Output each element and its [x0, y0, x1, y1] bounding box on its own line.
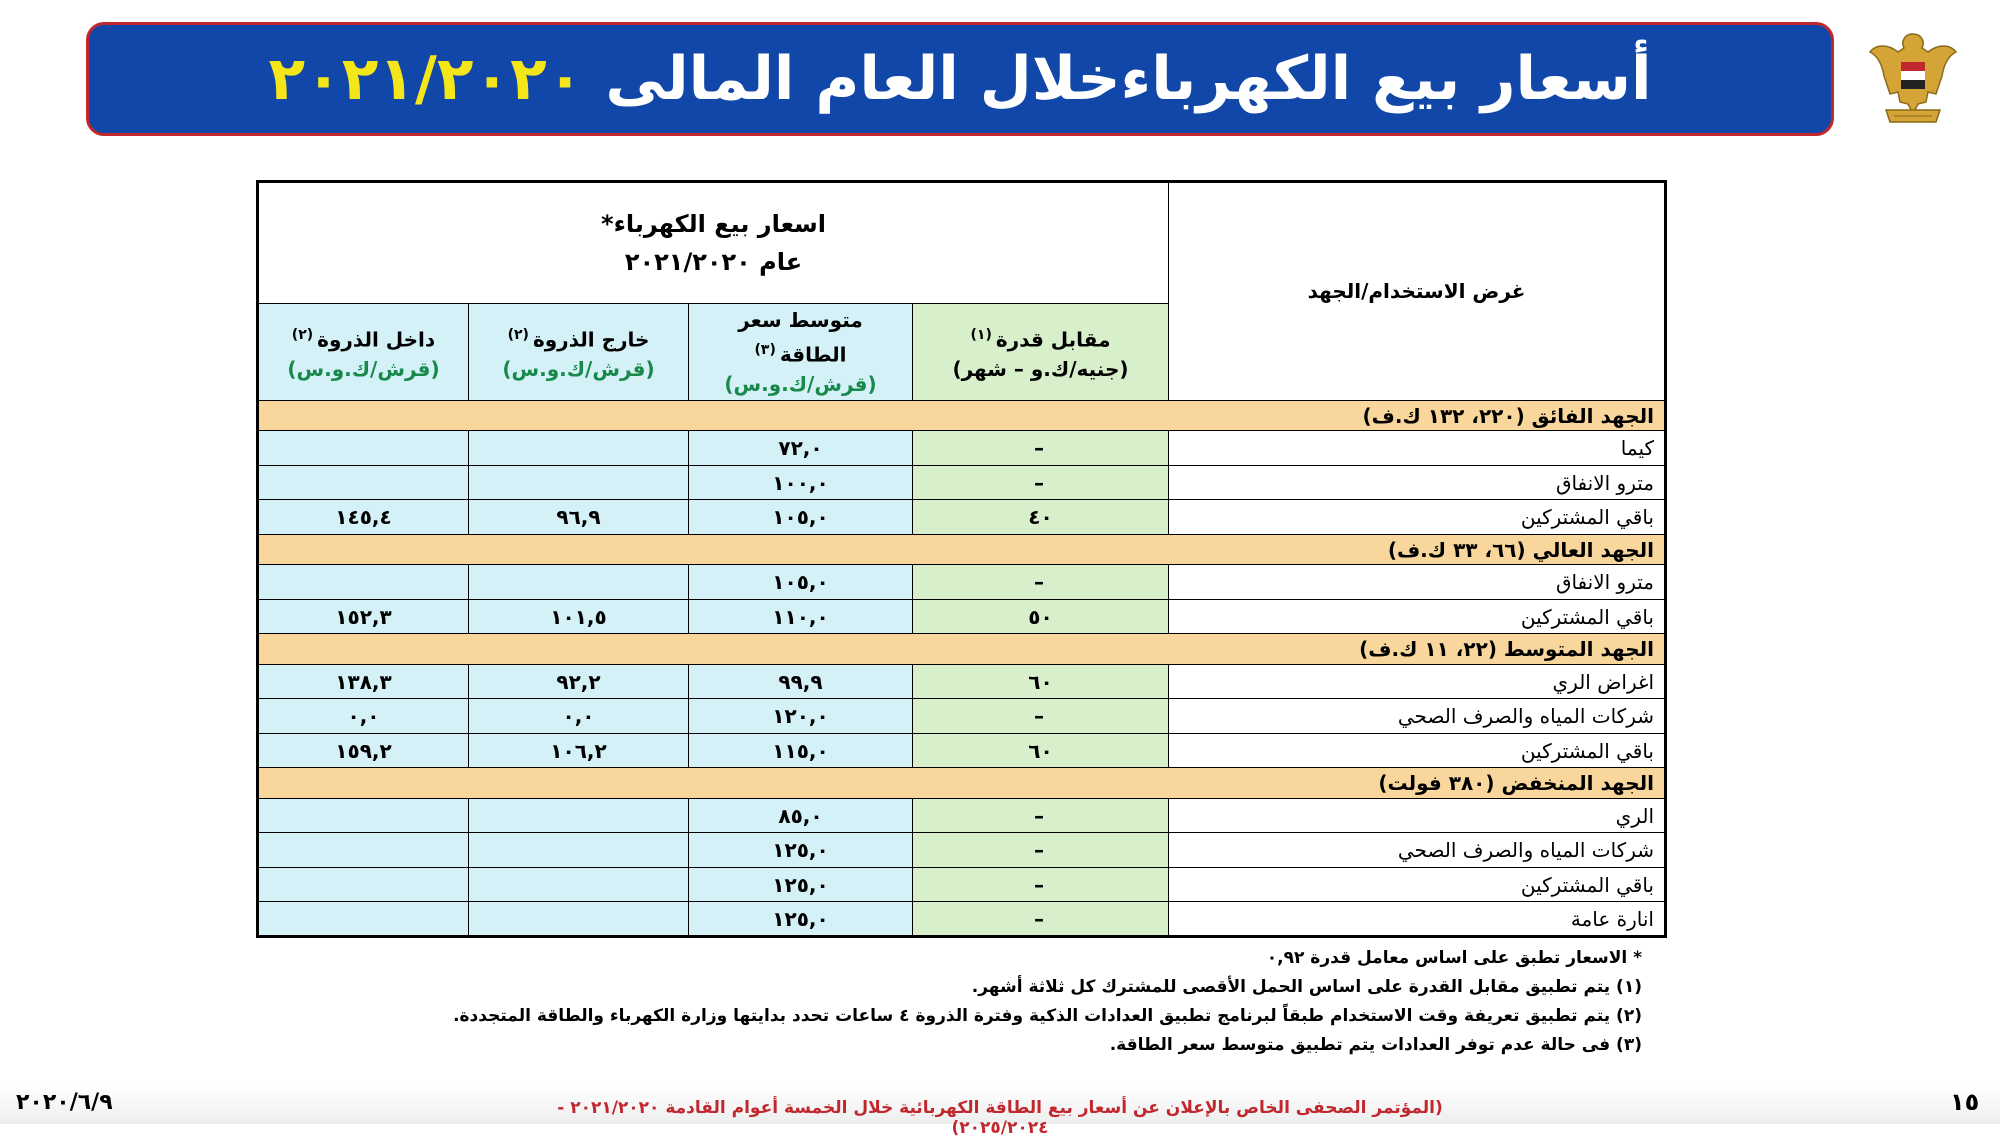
section-row [258, 768, 1666, 798]
peak-cell [258, 465, 469, 500]
peak-cell: ١٤٥,٤ [258, 500, 469, 535]
section-row [258, 534, 1666, 564]
column-label [923, 320, 1158, 355]
column-note: (٣) [754, 341, 776, 358]
table-row [258, 465, 1666, 500]
column-label-text: متوسط سعر الطاقة [738, 307, 863, 367]
row-label-cell: باقي المشتركين [1169, 867, 1666, 902]
table-row [258, 902, 1666, 937]
section-title: الجهد المنخفض (٣٨٠ فولت) [258, 768, 1666, 798]
capacity-cell: – [913, 833, 1169, 868]
average-price-cell: ١٢٥,٠ [689, 867, 913, 902]
note-1: (١) يتم تطبيق مقابل القدرة على اساس الحمل الأقصى للمشترك كل ثلاثة أشهر. [971, 977, 1642, 997]
title-banner [86, 22, 1834, 136]
row-label-cell: مترو الانفاق [1169, 465, 1666, 500]
table-row [258, 733, 1666, 768]
section-title: الجهد العالي (٦٦، ٣٣ ك.ف) [258, 534, 1666, 564]
table-row [258, 431, 1666, 466]
egypt-eagle-emblem-icon [1868, 30, 1958, 132]
page-title: أسعار بيع الكهرباءخلال العام المالى [605, 44, 1652, 114]
column-label [479, 320, 678, 355]
peak-cell [258, 902, 469, 937]
column-label-text: مقابل قدرة [995, 327, 1111, 352]
average-price-cell: ٧٢,٠ [689, 431, 913, 466]
page-title-year: ٢٠٢١/٢٠٢٠ [268, 44, 584, 114]
capacity-cell: – [913, 465, 1169, 500]
column-header [258, 303, 469, 400]
column-unit: (قرش/ك.و.س) [287, 357, 440, 382]
capacity-cell: ٤٠ [913, 500, 1169, 535]
row-label-cell: الري [1169, 798, 1666, 833]
note-power-factor: * الاسعار تطبق على اساس معامل قدرة ٠,٩٢ [1266, 948, 1642, 968]
usage-header: غرض الاستخدام/الجهد [1169, 182, 1666, 401]
peak-cell [258, 798, 469, 833]
row-label-cell: باقي المشتركين [1169, 500, 1666, 535]
column-unit: (قرش/ك.و.س) [502, 357, 655, 382]
off-peak-cell: ٩٢,٢ [469, 664, 689, 699]
capacity-cell: – [913, 699, 1169, 734]
prices-header-line2: عام ٢٠٢١/٢٠٢٠ [624, 247, 803, 276]
table-row [258, 599, 1666, 634]
average-price-cell: ١٢٥,٠ [689, 833, 913, 868]
table-row [258, 833, 1666, 868]
capacity-cell: – [913, 867, 1169, 902]
average-price-cell: ١٢٥,٠ [689, 902, 913, 937]
capacity-cell: ٥٠ [913, 599, 1169, 634]
off-peak-cell [469, 867, 689, 902]
off-peak-cell: ٠,٠ [469, 699, 689, 734]
column-unit: (قرش/ك.و.س) [724, 372, 877, 397]
note-3: (٣) فى حالة عدم توفر العدادات يتم تطبيق متوسط سعر الطاقة. [1109, 1035, 1642, 1055]
page-number: ١٥ [1950, 1088, 1980, 1116]
capacity-cell: – [913, 902, 1169, 937]
average-price-cell: ١١٠,٠ [689, 599, 913, 634]
peak-cell: ١٣٨,٣ [258, 664, 469, 699]
table-row [258, 565, 1666, 600]
prices-header [258, 182, 1169, 304]
average-price-cell: ١٠٥,٠ [689, 500, 913, 535]
row-label-cell: باقي المشتركين [1169, 599, 1666, 634]
table-notes [453, 944, 1642, 1060]
section-row [258, 634, 1666, 664]
capacity-cell: – [913, 565, 1169, 600]
peak-cell: ٠,٠ [258, 699, 469, 734]
column-label-text: داخل الذروة [317, 327, 436, 352]
column-header [469, 303, 689, 400]
off-peak-cell [469, 902, 689, 937]
prices-header-line1: اسعار بيع الكهرباء* [601, 209, 826, 238]
row-label-cell: مترو الانفاق [1169, 565, 1666, 600]
row-label-cell: باقي المشتركين [1169, 733, 1666, 768]
footer-date: ٢٠٢٠/٦/٩ [16, 1090, 113, 1115]
row-label-cell: كيما [1169, 431, 1666, 466]
column-label [269, 320, 458, 355]
peak-cell: ١٥٢,٣ [258, 599, 469, 634]
section-title: الجهد الفائق (٢٢٠، ١٣٢ ك.ف) [258, 400, 1666, 430]
column-header [913, 303, 1169, 400]
section-title: الجهد المتوسط (٢٢، ١١ ك.ف) [258, 634, 1666, 664]
row-label-cell: شركات المياه والصرف الصحي [1169, 833, 1666, 868]
table-row [258, 500, 1666, 535]
table-row [258, 699, 1666, 734]
table-row [258, 664, 1666, 699]
peak-cell [258, 565, 469, 600]
column-note: (١) [970, 326, 992, 343]
column-label [699, 305, 902, 370]
table-row [258, 798, 1666, 833]
average-price-cell: ١١٥,٠ [689, 733, 913, 768]
average-price-cell: ٨٥,٠ [689, 798, 913, 833]
off-peak-cell [469, 431, 689, 466]
footer-conference: (المؤتمر الصحفى الخاص بالإعلان عن أسعار بيع الطاقة الكهربائية خلال الخمسة أعوام القادمة ٢٠٢١/٢٠٢٠ - ٢٠٢٥/٢٠٢٤) [557, 1098, 1443, 1138]
average-price-cell: ١٠٠,٠ [689, 465, 913, 500]
column-unit: (جنيه/ك.و – شهر) [952, 357, 1129, 382]
capacity-cell: – [913, 431, 1169, 466]
capacity-cell: ٦٠ [913, 733, 1169, 768]
off-peak-cell: ٩٦,٩ [469, 500, 689, 535]
row-label-cell: شركات المياه والصرف الصحي [1169, 699, 1666, 734]
column-header [689, 303, 913, 400]
off-peak-cell [469, 465, 689, 500]
peak-cell [258, 833, 469, 868]
row-label-cell: انارة عامة [1169, 902, 1666, 937]
average-price-cell: ٩٩,٩ [689, 664, 913, 699]
row-label-cell: اغراض الري [1169, 664, 1666, 699]
peak-cell [258, 867, 469, 902]
note-2: (٢) يتم تطبيق تعريفة وقت الاستخدام طبقاً لبرنامج تطبيق العدادات الذكية وفترة الذروة ٤ ساعات تحدد بدايتها وزارة الكهرباء والطاقة المتجددة. [453, 1006, 1642, 1026]
section-row [258, 400, 1666, 430]
prices-table [256, 180, 1667, 938]
off-peak-cell: ١٠٦,٢ [469, 733, 689, 768]
capacity-cell: ٦٠ [913, 664, 1169, 699]
table-row [258, 867, 1666, 902]
average-price-cell: ١٢٠,٠ [689, 699, 913, 734]
column-label-text: خارج الذروة [532, 327, 650, 352]
column-note: (٢) [507, 326, 529, 343]
off-peak-cell [469, 565, 689, 600]
off-peak-cell [469, 798, 689, 833]
peak-cell [258, 431, 469, 466]
capacity-cell: – [913, 798, 1169, 833]
peak-cell: ١٥٩,٢ [258, 733, 469, 768]
column-note: (٢) [291, 326, 314, 343]
off-peak-cell [469, 833, 689, 868]
off-peak-cell: ١٠١,٥ [469, 599, 689, 634]
average-price-cell: ١٠٥,٠ [689, 565, 913, 600]
